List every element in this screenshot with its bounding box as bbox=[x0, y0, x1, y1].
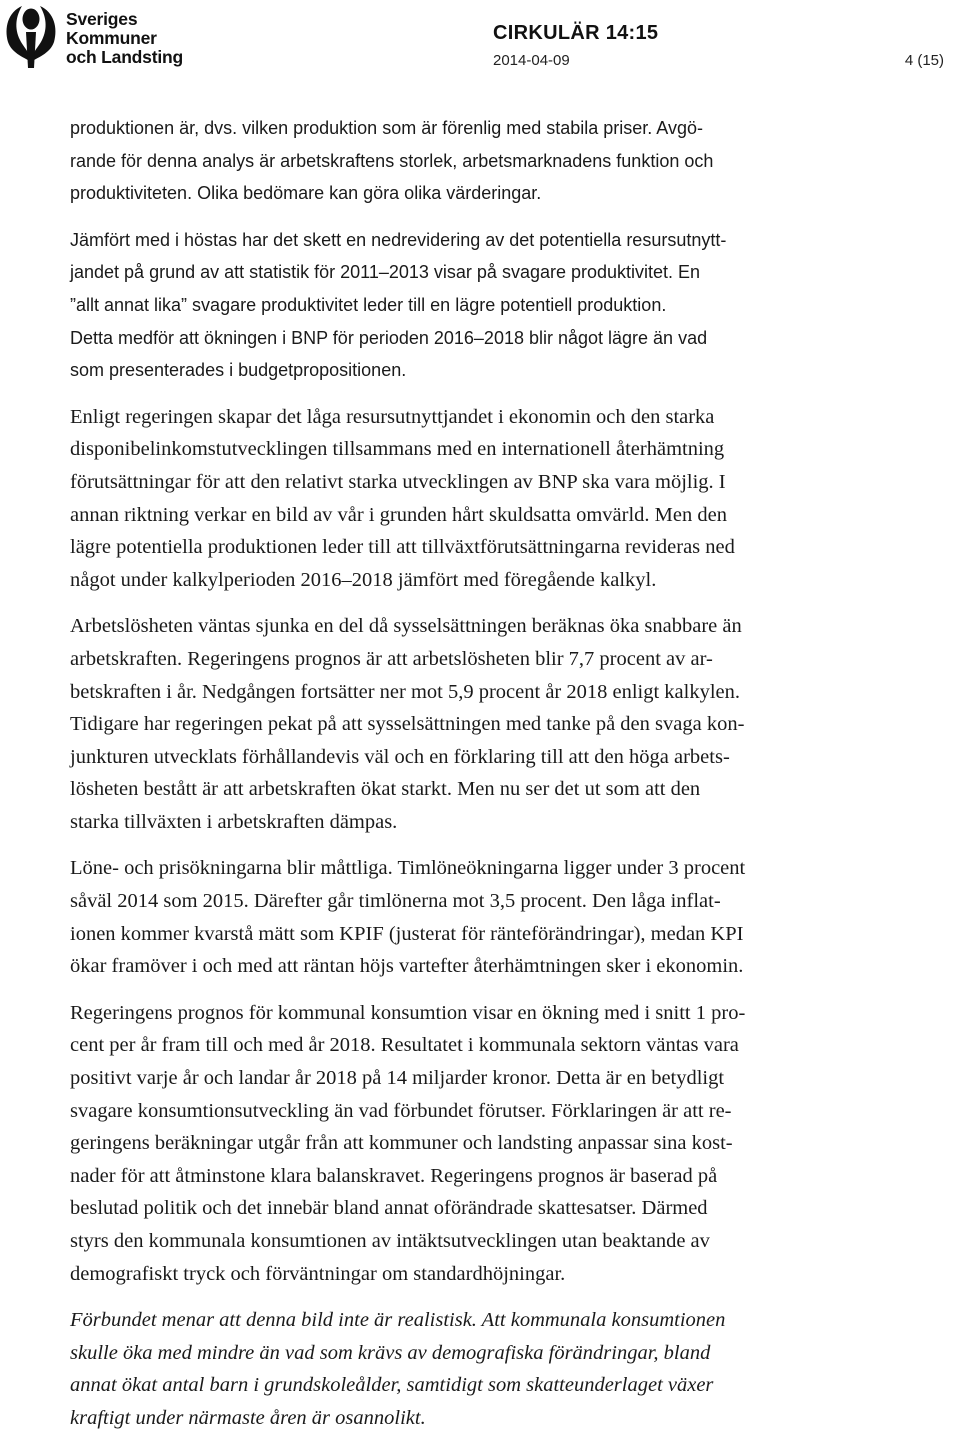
text-line: Jämfört med i höstas har det skett en nedrevidering av det potentiella resursutnytt- bbox=[70, 229, 727, 250]
text-line: Förbundet menar att denna bild inte är realistisk. Att kommunala konsumtionen bbox=[70, 1309, 726, 1332]
text-line: förutsättningar för att den relativt starka utvecklingen av BNP ska vara möjlig. I bbox=[70, 470, 726, 493]
text-line: lösheten bestått är att arbetskraften ökat starkt. Men nu ser det ut som att den bbox=[70, 778, 701, 801]
text-line: beslutad politik och det innebär bland annat oförändrade skattesatser. Därmed bbox=[70, 1197, 708, 1220]
text-line: annan riktning verkar en bild av vår i grunden hårt skuldsatta omvärld. Men den bbox=[70, 503, 727, 526]
text-line: Tidigare har regeringen pekat på att sysselsättningen med tanke på den svaga kon- bbox=[70, 713, 745, 736]
text-line: betskraften i år. Nedgången fortsätter ner mot 5,9 procent år 2018 enligt kalkylen. bbox=[70, 680, 741, 703]
text-line: svagare konsumtionsutveckling än vad förbundet förutser. Förklaringen är att re- bbox=[70, 1099, 732, 1122]
text-line: Arbetslösheten väntas sjunka en del då sysselsättningen beräknas öka snabbare än bbox=[70, 615, 742, 638]
document-body bbox=[70, 112, 900, 1449]
text-line: produktionen är, dvs. vilken produktion som är förenlig med stabila priser. Avgö- bbox=[70, 118, 704, 138]
text-line: Detta medför att ökningen i BNP för perioden 2016–2018 blir något lägre än vad bbox=[70, 327, 708, 348]
org-name-line: Kommuner bbox=[66, 28, 157, 48]
org-name-line: Sveriges bbox=[66, 9, 138, 29]
paragraph bbox=[70, 852, 900, 982]
text-line: Löne- och prisökningarna blir måttliga. Timlöneökningarna ligger under 3 procent bbox=[70, 857, 746, 880]
text-line: arbetskraften. Regeringens prognos är att arbetslösheten blir 7,7 procent av ar- bbox=[70, 647, 713, 670]
text-line: jandet på grund av att statistik för 2011–2013 visar på svagare produktivitet. En bbox=[70, 262, 701, 283]
text-line: geringens beräkningar utgår från att kommuner och landsting anpassar sina kost- bbox=[70, 1132, 733, 1155]
paragraph bbox=[70, 401, 900, 597]
text-line: starka tillväxten i arbetskraften dämpas. bbox=[70, 810, 398, 833]
paragraph bbox=[70, 112, 900, 210]
text-line: ”allt annat lika” svagare produktivitet leder till en lägre potentiell produktion. bbox=[70, 294, 667, 315]
text-line: annat ökat antal barn i grundskoleålder, samtidigt som skatteunderlaget växer bbox=[70, 1374, 714, 1397]
text-line: skulle öka med mindre än vad som krävs av demografiska förändringar, bland bbox=[70, 1341, 711, 1364]
text-line: junkturen utvecklats förhållandevis väl och en förklaring till att den höga arbets- bbox=[70, 745, 730, 768]
paragraph bbox=[70, 997, 900, 1290]
text-line: något under kalkylperioden 2016–2018 jämfört med föregående kalkyl. bbox=[70, 568, 657, 591]
text-line: styrs den kommunala konsumtionen av intäktsutvecklingen utan beaktande av bbox=[70, 1230, 710, 1252]
text-line: Regeringens prognos för kommunal konsumtion visar en ökning med i snitt 1 pro- bbox=[70, 1001, 746, 1024]
text-line: disponibelinkomstutvecklingen tillsammans med en internationell återhämtning bbox=[70, 438, 725, 461]
text-line: som presenterades i budgetpropositionen. bbox=[70, 360, 407, 381]
text-line: nader för att åtminstone klara balanskravet. Regeringens prognos är baserad på bbox=[70, 1164, 718, 1187]
text-line: kraftigt under närmaste åren är osannolikt. bbox=[70, 1406, 426, 1429]
text-line: ionen kommer kvarstå mätt som KPIF (justerat för ränteförändringar), medan KPI bbox=[70, 922, 744, 945]
org-name-line: och Landsting bbox=[66, 47, 183, 67]
text-line: ökar framöver i och med att räntan höjs vartefter återhämtningen sker i ekonomin. bbox=[70, 955, 744, 978]
org-name bbox=[66, 10, 183, 67]
text-line: demografiskt tryck och förväntningar om standardhöjningar. bbox=[70, 1262, 566, 1285]
text-line: lägre potentiella produktionen leder till att tillväxtförutsättningarna revideras ned bbox=[70, 536, 735, 559]
paragraph bbox=[70, 224, 900, 387]
text-line: såväl 2014 som 2015. Därefter går timlönerna mot 3,5 procent. Den låga inflat- bbox=[70, 890, 721, 913]
text-line: cent per år fram till och med år 2018. Resultatet i kommunala sektorn väntas vara bbox=[70, 1034, 739, 1057]
text-line: Enligt regeringen skapar det låga resursutnyttjandet i ekonomin och den starka bbox=[70, 405, 715, 428]
paragraph bbox=[70, 610, 900, 838]
text-line: rande för denna analys är arbetskraftens storlek, arbetsmarknadens funktion och bbox=[70, 150, 714, 171]
document-title: CIRKULÄR 14:15 bbox=[493, 22, 659, 44]
skl-logo bbox=[0, 2, 190, 74]
text-line: produktiviteten. Olika bedömare kan göra olika värderingar. bbox=[70, 183, 542, 204]
document-date: 2014-04-09 bbox=[493, 52, 570, 69]
text-line: positivt varje år och landar år 2018 på 14 miljarder kronor. Detta är en betydligt bbox=[70, 1067, 725, 1090]
skl-emblem-icon bbox=[0, 2, 62, 72]
page-number: 4 (15) bbox=[904, 52, 944, 69]
paragraph bbox=[70, 1304, 900, 1434]
